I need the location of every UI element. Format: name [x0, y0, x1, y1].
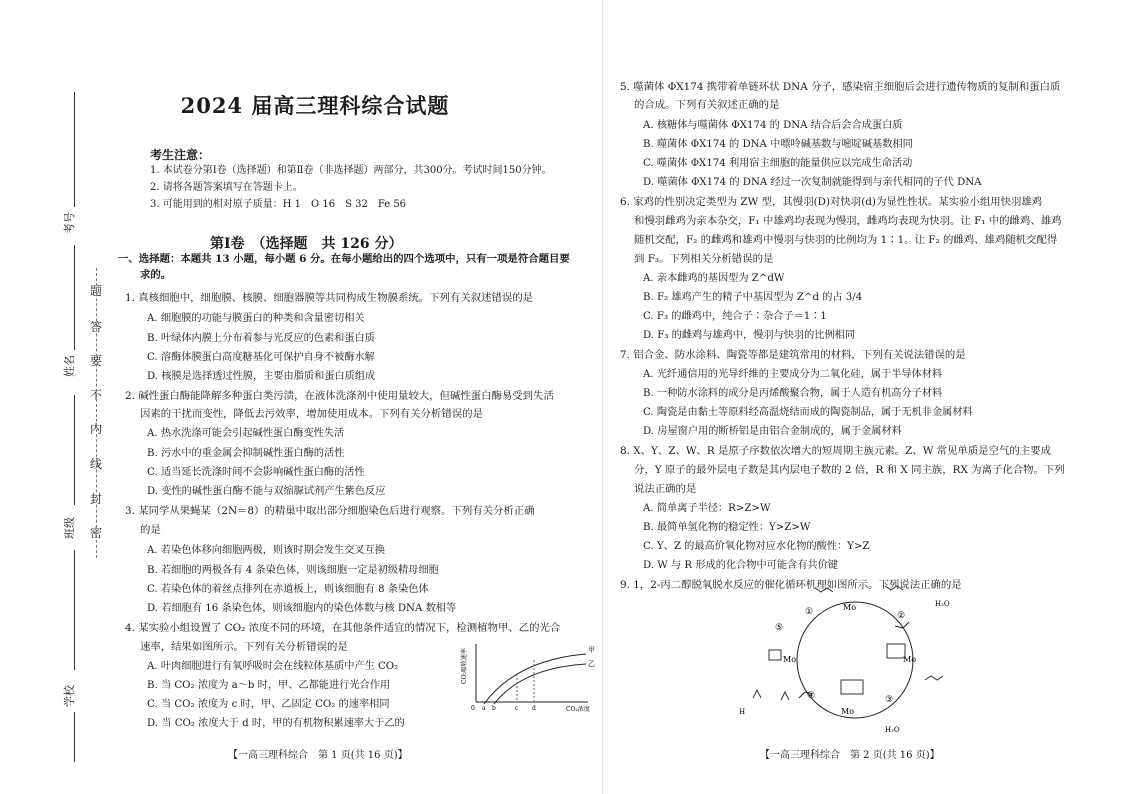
- question-text: 的是: [140, 524, 161, 536]
- question-text: 9. 1，2-丙二醇脱氧脱水反应的催化循环机理如图所示。下列说法正确的是: [620, 579, 962, 591]
- step-1: ①: [805, 607, 814, 617]
- question-text: 因素的干扰而变性，降低去污效率，增加使用成本。下列有关分析错误的是: [140, 408, 483, 420]
- question-text: 分，Y 原子的最外层电子数是其内层电子数的 2 倍，R 和 X 同主族，RX 为离子化合物。下列: [634, 464, 1065, 476]
- option-c: C. 适当延长洗涤时间不会影响碱性蛋白酶的活性: [147, 467, 365, 478]
- h-label: H: [739, 708, 746, 716]
- option-d: D. 核膜是选择透过性膜，主要由脂质和蛋白质组成: [147, 371, 376, 382]
- question-text: 2. 碱性蛋白酶能降解多种蛋白类污渍，在液体洗涤剂中使用量较大，但碱性蛋白酶易受到失活: [125, 390, 554, 402]
- option-c: C. 噬菌体 ΦX174 利用宿主细胞的能量供应以完成生命活动: [643, 158, 913, 169]
- option-c: C. F₃ 的雌鸡中，纯合子∶杂合子＝1∶1: [643, 311, 827, 322]
- section-intro: 一、选择题：本题共 13 小题，每小题 6 分。在每小题给出的四个选项中，只有一项是符合题目要: [118, 253, 570, 265]
- step-5: ⑤: [775, 623, 784, 633]
- question-text: 3. 某同学从果蝇某（2N＝8）的精巢中取出部分细胞染色后进行观察。下列有关分析正确: [125, 505, 535, 517]
- seal-char: 内: [90, 422, 103, 436]
- page-title: 2024 届高三理科综合试题: [180, 93, 450, 118]
- option-c: C. 当 CO₂ 浓度为 c 时，甲、乙固定 CO₂ 的速率相同: [147, 699, 390, 710]
- binding-margin: [0, 0, 112, 794]
- page-fold: [602, 0, 603, 794]
- graph-xlabel: CO₂浓度: [566, 706, 590, 712]
- option-a: A. 若染色体移向细胞两极，则该时期会发生交叉互换: [147, 545, 385, 556]
- step-2: ②: [897, 611, 906, 621]
- graph-series-yi: 乙: [588, 660, 595, 668]
- footer-left: 【一高三理科综合 第 1 页(共 16 页)】: [228, 750, 408, 761]
- seal-char: 密: [90, 526, 103, 540]
- question-text: 随机交配，F₂ 的雌鸡和雄鸡中慢羽与快羽的比例均为 1∶1。让 F₂ 的雌鸡、雄鸡随机交配得: [634, 234, 1058, 246]
- option-b: B. 若细胞的两极各有 4 条染色体，则该细胞一定是初级精母细胞: [147, 565, 439, 576]
- option-b: B. 一种防水涂料的成分是丙烯酸聚合物，属于人造有机高分子材料: [643, 388, 943, 399]
- banji-label: 班级: [63, 517, 76, 539]
- margin-line-bottom: [74, 712, 75, 762]
- mo-label: Mo: [783, 655, 797, 664]
- option-d: D. F₃ 的雌鸡与雄鸡中，慢羽与快羽的比例相同: [643, 330, 856, 341]
- q4-graph: [456, 640, 596, 712]
- question-text: 4. 某实验小组设置了 CO₂ 浓度不同的环境，在其他条件适宜的情况下，检测植物甲、乙的光合: [125, 622, 561, 634]
- question-text: 5. 噬菌体 ΦX174 携带着单链环状 DNA 分子，感染宿主细胞后会进行遗传物质的复制和蛋白质: [620, 81, 1061, 93]
- question-text: 的合成。下列有关叙述正确的是: [634, 99, 780, 111]
- margin-line-mid2: [74, 395, 75, 505]
- seal-char: 答: [90, 320, 103, 334]
- seal-char: 不: [90, 388, 103, 402]
- graph-tick-b: b: [492, 705, 496, 712]
- question-text: 1. 真核细胞中，细胞膜、核膜、细胞器膜等共同构成生物膜系统。下列有关叙述错误的是: [125, 292, 534, 304]
- notice-heading: 考生注意：: [150, 148, 211, 162]
- mechanism-diagram: [735, 580, 975, 740]
- section-intro: 求的。: [140, 269, 172, 281]
- question-text: 8. X、Y、Z、W、R 是原子序数依次增大的短周期主族元素。Z、W 常见单质是空气的主要成: [620, 445, 1051, 457]
- option-b: B. 最简单氢化物的稳定性：Y>Z>W: [643, 522, 811, 533]
- seal-char: 题: [90, 284, 103, 298]
- mo-label: Mo: [843, 603, 857, 612]
- option-d: D. 若细胞有 16 条染色体，则该细胞内的染色体数与核 DNA 数相等: [147, 603, 457, 614]
- mo-label: Mo: [903, 655, 917, 664]
- graph-tick-d: d: [532, 705, 536, 712]
- notice-item: 2. 请将各题答案填写在答题卡上。: [150, 182, 303, 193]
- question-text: 和慢羽雌鸡为亲本杂交，F₁ 中雄鸡均表现为慢羽，雌鸡均表现为快羽。让 F₁ 中的雌鸡、雄鸡: [634, 215, 1062, 227]
- step-3: ③: [885, 695, 894, 705]
- notice-item: 3. 可能用到的相对原子质量：H 1 O 16 S 32 Fe 56: [150, 199, 407, 210]
- seal-char: 封: [90, 492, 103, 506]
- option-b: B. 当 CO₂ 浓度为 a～b 时，甲、乙都能进行光合作用: [147, 680, 391, 691]
- option-c: C. 陶瓷是由黏土等原料经高温烧结而成的陶瓷制品，属于无机非金属材料: [643, 407, 973, 418]
- option-d: D. W 与 R 形成的化合物中可能含有共价键: [643, 560, 838, 571]
- graph-series-jia: 甲: [588, 646, 595, 654]
- option-d: D. 当 CO₂ 浓度大于 d 时，甲的有机物积累速率大于乙的: [147, 718, 405, 729]
- option-c: C. 溶酶体膜蛋白高度糖基化可保护自身不被酶水解: [147, 352, 375, 363]
- water-label: H₂O: [935, 600, 950, 608]
- margin-line-top: [74, 92, 75, 207]
- option-a: A. 核糖体与噬菌体 ΦX174 的 DNA 结合后会合成蛋白质: [643, 120, 903, 131]
- question-text: 6. 家鸡的性别决定类型为 ZW 型，其慢羽(D)对快羽(d)为显性性状。某实验小组用快羽雄鸡: [620, 196, 1043, 208]
- margin-line-mid3: [74, 550, 75, 670]
- section-title: 第Ⅰ卷 （选择题 共 126 分）: [210, 236, 403, 252]
- question-text: 速率，结果如图所示。下列有关分析错误的是: [140, 641, 348, 653]
- graph-origin: 0: [471, 705, 475, 712]
- option-c: C. 若染色体的着丝点排列在赤道板上，则该细胞有 8 条染色体: [147, 584, 429, 595]
- option-d: D. 变性的碱性蛋白酶不能与双缩脲试剂产生紫色反应: [147, 486, 386, 497]
- question-text: 到 F₃。下列相关分析错误的是: [634, 253, 774, 265]
- graph-ylabel: CO₂吸收速率: [461, 648, 468, 684]
- step-4: ④: [807, 691, 816, 701]
- mo-label: Mo: [841, 707, 855, 716]
- option-c: C. Y、Z 的最高价氧化物对应水化物的酸性：Y>Z: [643, 541, 870, 552]
- xingming-label: 姓名: [63, 355, 76, 377]
- option-b: B. 污水中的重金属会抑制碱性蛋白酶的活性: [147, 448, 345, 459]
- option-a: A. 光纤通信用的光导纤维的主要成分为二氧化硅，属于半导体材料: [643, 369, 943, 380]
- margin-line-mid1: [74, 245, 75, 350]
- option-a: A. 亲本雌鸡的基因型为 Z^dW: [643, 273, 785, 284]
- option-a: A. 热水洗涤可能会引起碱性蛋白酶变性失活: [147, 428, 345, 439]
- option-a: A. 简单离子半径：R>Z>W: [643, 503, 771, 514]
- notice-item: 1. 本试卷分第Ⅰ卷（选择题）和第Ⅱ卷（非选择题）两部分，共300分。考试时间150分钟。: [150, 165, 552, 176]
- kaohao-label: 考号: [63, 212, 76, 234]
- graph-tick-c: c: [515, 705, 519, 712]
- seal-dash-line: [96, 268, 97, 558]
- xuexiao-label: 学校: [63, 685, 76, 707]
- option-b: B. 噬菌体 ΦX174 的 DNA 中嘌呤碱基数与嘧啶碱基数相同: [643, 139, 913, 150]
- graph-tick-a: a: [482, 705, 486, 712]
- option-b: B. 叶绿体内膜上分布着参与光反应的色素和蛋白质: [147, 333, 375, 344]
- option-a: A. 叶肉细胞进行有氧呼吸时会在线粒体基质中产生 CO₂: [147, 661, 399, 672]
- seal-char: 要: [90, 354, 103, 368]
- footer-right: 【一高三理科综合 第 2 页(共 16 页)】: [760, 750, 940, 761]
- water-label: H₂O: [885, 726, 900, 734]
- seal-char: 线: [90, 457, 103, 471]
- option-a: A. 细胞膜的功能与膜蛋白的种类和含量密切相关: [147, 313, 365, 324]
- option-d: D. 房屋窗户用的断桥铝是由铝合金制成的，属于金属材料: [643, 426, 902, 437]
- option-d: D. 噬菌体 ΦX174 的 DNA 经过一次复制就能得到与亲代相同的子代 DNA: [643, 177, 982, 188]
- question-text: 7. 铝合金、防水涂料、陶瓷等都是建筑常用的材料，下列有关说法错误的是: [620, 349, 966, 361]
- question-text: 说法正确的是: [634, 483, 697, 495]
- option-b: B. F₂ 雄鸡产生的精子中基因型为 Z^d 的占 3/4: [643, 292, 863, 303]
